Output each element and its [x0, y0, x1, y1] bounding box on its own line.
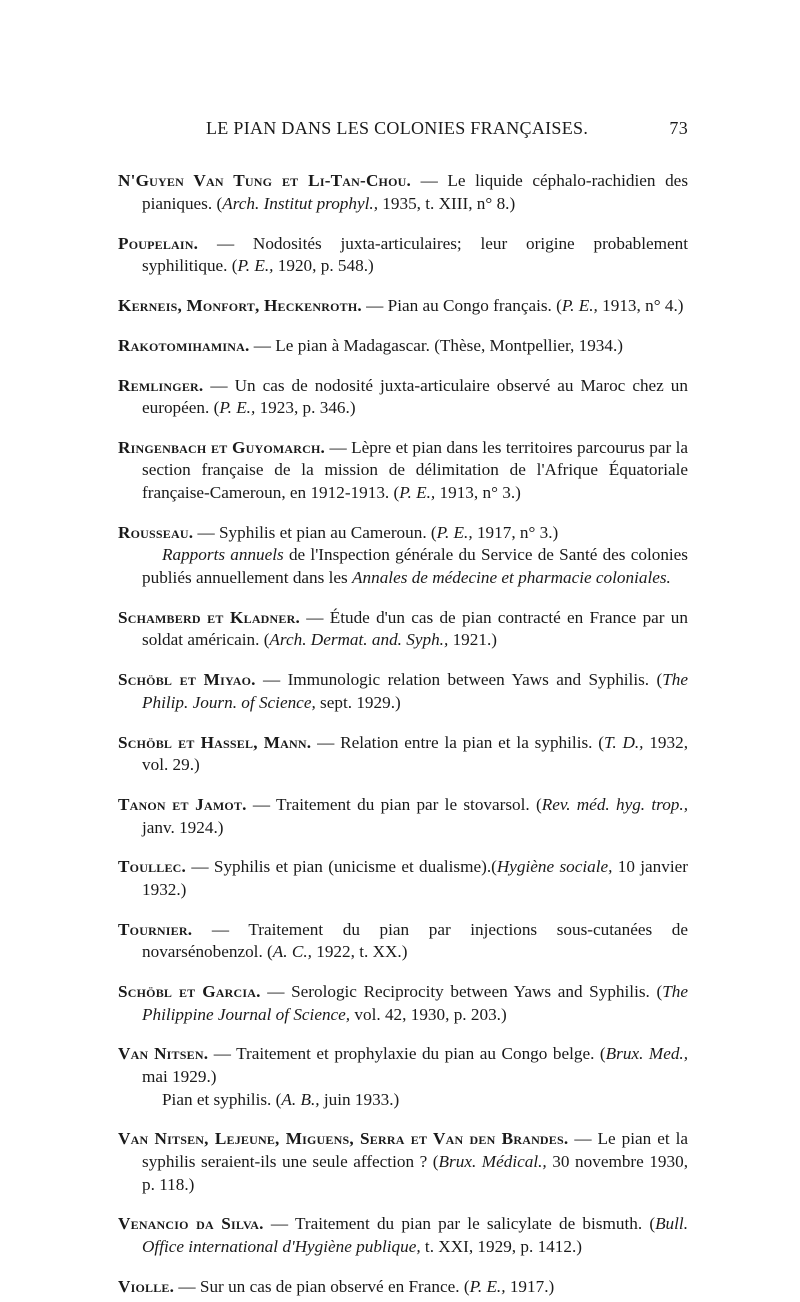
entry-authors: Rakotomihamina. [118, 335, 250, 355]
entry-authors: Poupelain. [118, 233, 199, 253]
entry-text: — Syphilis et pian (unicisme et dualisme).( [186, 857, 497, 877]
bibliography-entry [118, 1128, 688, 1196]
entry-citation: sept. 1929.) [315, 692, 401, 712]
running-head [118, 118, 688, 146]
entry-source: P. E., [469, 1276, 506, 1296]
entry-citation: 1920, p. 548.) [273, 256, 374, 276]
entry-citation: 1917.) [505, 1276, 555, 1296]
entry-authors: Remlinger. [118, 375, 204, 395]
entry-source: Brux. Med., [605, 1044, 689, 1064]
entry-text: — Relation entre la pian et la syphilis. ( [311, 732, 605, 752]
entry-source: P. E., [237, 256, 274, 276]
continuation-source: A. B., [281, 1089, 320, 1109]
entry-text: — Nodosités juxta-articulaires; leur origine probablement syphilitique. ( [142, 233, 688, 276]
entry-text: — Pian au Congo français. ( [361, 295, 562, 315]
bibliography-entry [118, 607, 688, 652]
bibliography-entry [118, 335, 688, 358]
entry-citation: 30 novembre 1930, p. 118.) [142, 1152, 688, 1194]
entry-text: — Le pian à Madagascar. (Thèse, Montpellier, 1934.) [249, 335, 623, 355]
entry-source: Bull. Office international d'Hygiène publique, [142, 1214, 689, 1256]
entry-text: — Le liquide céphalo-rachidien des pianiques. ( [142, 171, 689, 213]
entry-text: — Syphilis et pian au Cameroun. ( [193, 522, 437, 542]
entry-source: P. E., [399, 483, 436, 503]
bibliography-entry [118, 856, 688, 901]
entry-citation: 1913, n° 4.) [597, 295, 684, 315]
bibliography-entry [118, 233, 688, 278]
entry-source: Rev. méd. hyg. trop., [541, 794, 688, 814]
entry-source: Arch. Dermat. and. Syph., [269, 630, 449, 650]
entry-authors: Kerneis, Monfort, Heckenroth. [118, 295, 362, 315]
continuation-text: Pian et syphilis. ( [162, 1089, 282, 1109]
note-text: de l'Inspection générale du Service de Santé des colonies publiés annuellement dans les [142, 545, 688, 588]
entry-source: P. E., [219, 398, 256, 418]
entry-source: Brux. Médical., [438, 1152, 547, 1171]
bibliography-entry [118, 437, 688, 505]
entry-authors: Van Nitsen, Lejeune, Miguens, Serra et Van den Brandes. [118, 1129, 569, 1149]
bibliography-entry [118, 919, 688, 964]
entry-authors: Rousseau. [118, 522, 194, 542]
annual-reports-note [118, 544, 688, 589]
entry-citation: 1917, n° 3.) [472, 522, 559, 542]
entry-authors: Venancio da Silva. [118, 1214, 264, 1234]
entry-source: Arch. Institut prophyl., [222, 193, 378, 213]
running-title: LE PIAN DANS LES COLONIES FRANÇAISES. [206, 118, 589, 138]
bibliography-entry [118, 1213, 688, 1258]
entry-text: — Serologic Reciprocity between Yaws and Syphilis. ( [260, 982, 663, 1002]
entry-text: — Sur un cas de pian observé en France. ( [174, 1276, 470, 1296]
entry-citation: janv. 1924.) [142, 817, 224, 837]
entry-source: Hygiène sociale, [496, 857, 613, 877]
bibliography-entry [118, 732, 688, 777]
entry-citation: vol. 42, 1930, p. 203.) [350, 1004, 507, 1024]
entry-text: — Immunologic relation between Yaws and Syphilis. ( [255, 670, 663, 690]
entry-authors: Schöbl et Hassel, Mann. [118, 732, 312, 752]
entry-text: — Étude d'un cas de pian contracté en France par un soldat américain. ( [142, 607, 688, 650]
bibliography-entry [118, 794, 688, 839]
entry-citation: 1921.) [448, 630, 497, 650]
continuation-citation: juin 1933.) [319, 1089, 400, 1109]
entry-authors: Violle. [118, 1276, 175, 1296]
entry-authors: N'Guyen Van Tung et Li-Tan-Chou. [118, 171, 411, 191]
bibliography-entry [118, 170, 688, 215]
entry-source: T. D., [604, 732, 644, 752]
bibliography-entry [118, 669, 688, 714]
entry-text: — Lèpre et pian dans les territoires parcourus par la section française de la mission de délimitation de l'Afrique Équatoriale française-Cameroun, en 1912-1913. ( [142, 437, 688, 503]
note-source-journal: Annales de médecine et pharmacie coloniales. [352, 568, 671, 588]
entry-text: — Un cas de nodosité juxta-articulaire observé au Maroc chez un européen. ( [142, 375, 688, 418]
entry-citation: 1922, t. XX.) [311, 942, 408, 962]
entry-authors: Toullec. [118, 857, 187, 877]
entry-citation: 1932, vol. 29.) [142, 732, 688, 775]
entry-source: P. E., [561, 295, 598, 315]
entry-citation: mai 1929.) [142, 1067, 217, 1087]
bibliography-entry [118, 375, 688, 420]
entry-authors: Schöbl et Garcia. [118, 982, 261, 1002]
entry-citation: 1923, p. 346.) [255, 398, 356, 418]
entry-text: — Le pian et la syphilis seraient-ils une seule affection ? ( [142, 1129, 688, 1171]
bibliography-entry [118, 295, 688, 318]
note-source: Rapports annuels [162, 545, 284, 565]
entry-source: A. C., [272, 942, 312, 962]
entry-authors: Schöbl et Miyao. [118, 670, 256, 690]
entry-authors: Van Nitsen. [118, 1044, 209, 1064]
entry-source: The Philippine Journal of Science, [142, 982, 688, 1024]
bibliography-entry [118, 522, 688, 545]
bibliography-entry [118, 981, 688, 1026]
entry-text: — Traitement du pian par le salicylate de bismuth. ( [263, 1214, 656, 1234]
entry-source: The Philip. Journ. of Science, [142, 670, 688, 712]
entry-source: P. E., [436, 522, 473, 542]
bibliography-list [118, 153, 688, 1302]
entry-text: — Traitement du pian par le stovarsol. ( [246, 794, 542, 814]
entry-citation: 1935, t. XIII, n° 8.) [378, 193, 516, 213]
entry-citation: 1913, n° 3.) [435, 483, 521, 503]
page-number: 73 [669, 118, 688, 138]
entry-authors: Tanon et Jamot. [118, 794, 247, 814]
entry-authors: Ringenbach et Guyomarch. [118, 437, 326, 457]
entry-text: — Traitement et prophylaxie du pian au Congo belge. ( [208, 1044, 606, 1064]
bibliography-entry [118, 1043, 688, 1088]
entry-citation: t. XXI, 1929, p. 1412.) [420, 1236, 582, 1256]
entry-authors: Tournier. [118, 919, 193, 939]
bibliography-entry [118, 1276, 688, 1299]
van-nitsen-continuation [118, 1089, 688, 1112]
entry-citation: 10 janvier 1932.) [142, 857, 688, 899]
entry-text: — Traitement du pian par injections sous-cutanées de novarsénobenzol. ( [142, 919, 688, 962]
entry-authors: Schamberd et Kladner. [118, 607, 300, 627]
